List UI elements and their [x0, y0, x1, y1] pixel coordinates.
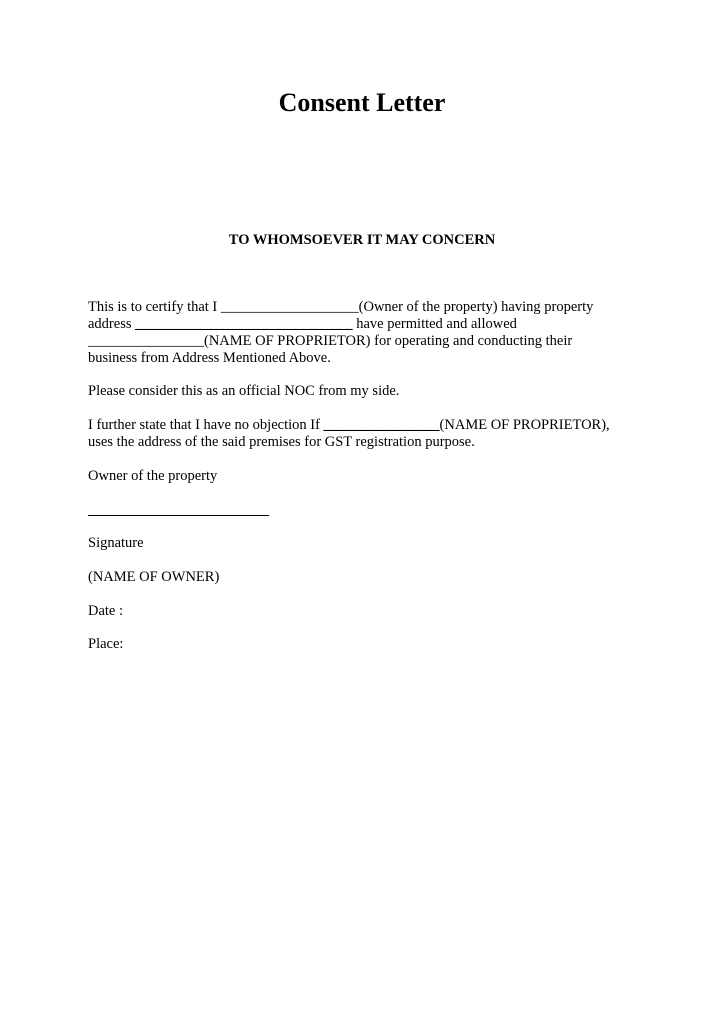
address-blank: ______________________________	[135, 316, 353, 332]
paragraph-line: uses the address of the said premises for GST registration purpose.	[88, 434, 475, 450]
owner-name-placeholder: (NAME OF OWNER)	[88, 569, 220, 585]
date-label: Date :	[88, 603, 124, 619]
text-segment: I further state that I have no objection If	[88, 417, 324, 433]
proprietor-name-blank: ________________	[323, 417, 440, 433]
no-objection-paragraph	[88, 417, 648, 451]
paragraph-line	[88, 299, 648, 316]
text-segment: (NAME OF PROPRIETOR) for operating and conducting their	[204, 333, 573, 349]
text-segment: have permitted and allowed	[352, 316, 517, 332]
salutation: TO WHOMSOEVER IT MAY CONCERN	[228, 232, 496, 248]
paragraph-line: Please consider this as an official NOC from my side.	[88, 383, 400, 399]
owner-label	[88, 468, 648, 485]
text-segment: (NAME OF PROPRIETOR),	[439, 417, 610, 433]
paragraph-line	[88, 417, 648, 434]
proprietor-name-blank: ________________	[88, 333, 204, 349]
text-segment: This is to certify that I	[88, 299, 221, 315]
paragraph-line	[88, 316, 648, 333]
place-label: Place:	[88, 636, 124, 652]
certification-paragraph	[88, 299, 648, 367]
owner-name-blank: ___________________	[220, 299, 359, 315]
owner-label-text: Owner of the property	[88, 468, 218, 484]
signature-label: Signature	[88, 535, 144, 551]
text-segment: address	[88, 316, 136, 332]
paragraph-line: business from Address Mentioned Above.	[88, 350, 331, 366]
noc-paragraph	[88, 383, 648, 400]
page-title: Consent Letter	[278, 88, 446, 117]
paragraph-line	[88, 333, 648, 350]
signature-line	[88, 515, 269, 516]
text-segment: (Owner of the property) having property	[358, 299, 594, 315]
